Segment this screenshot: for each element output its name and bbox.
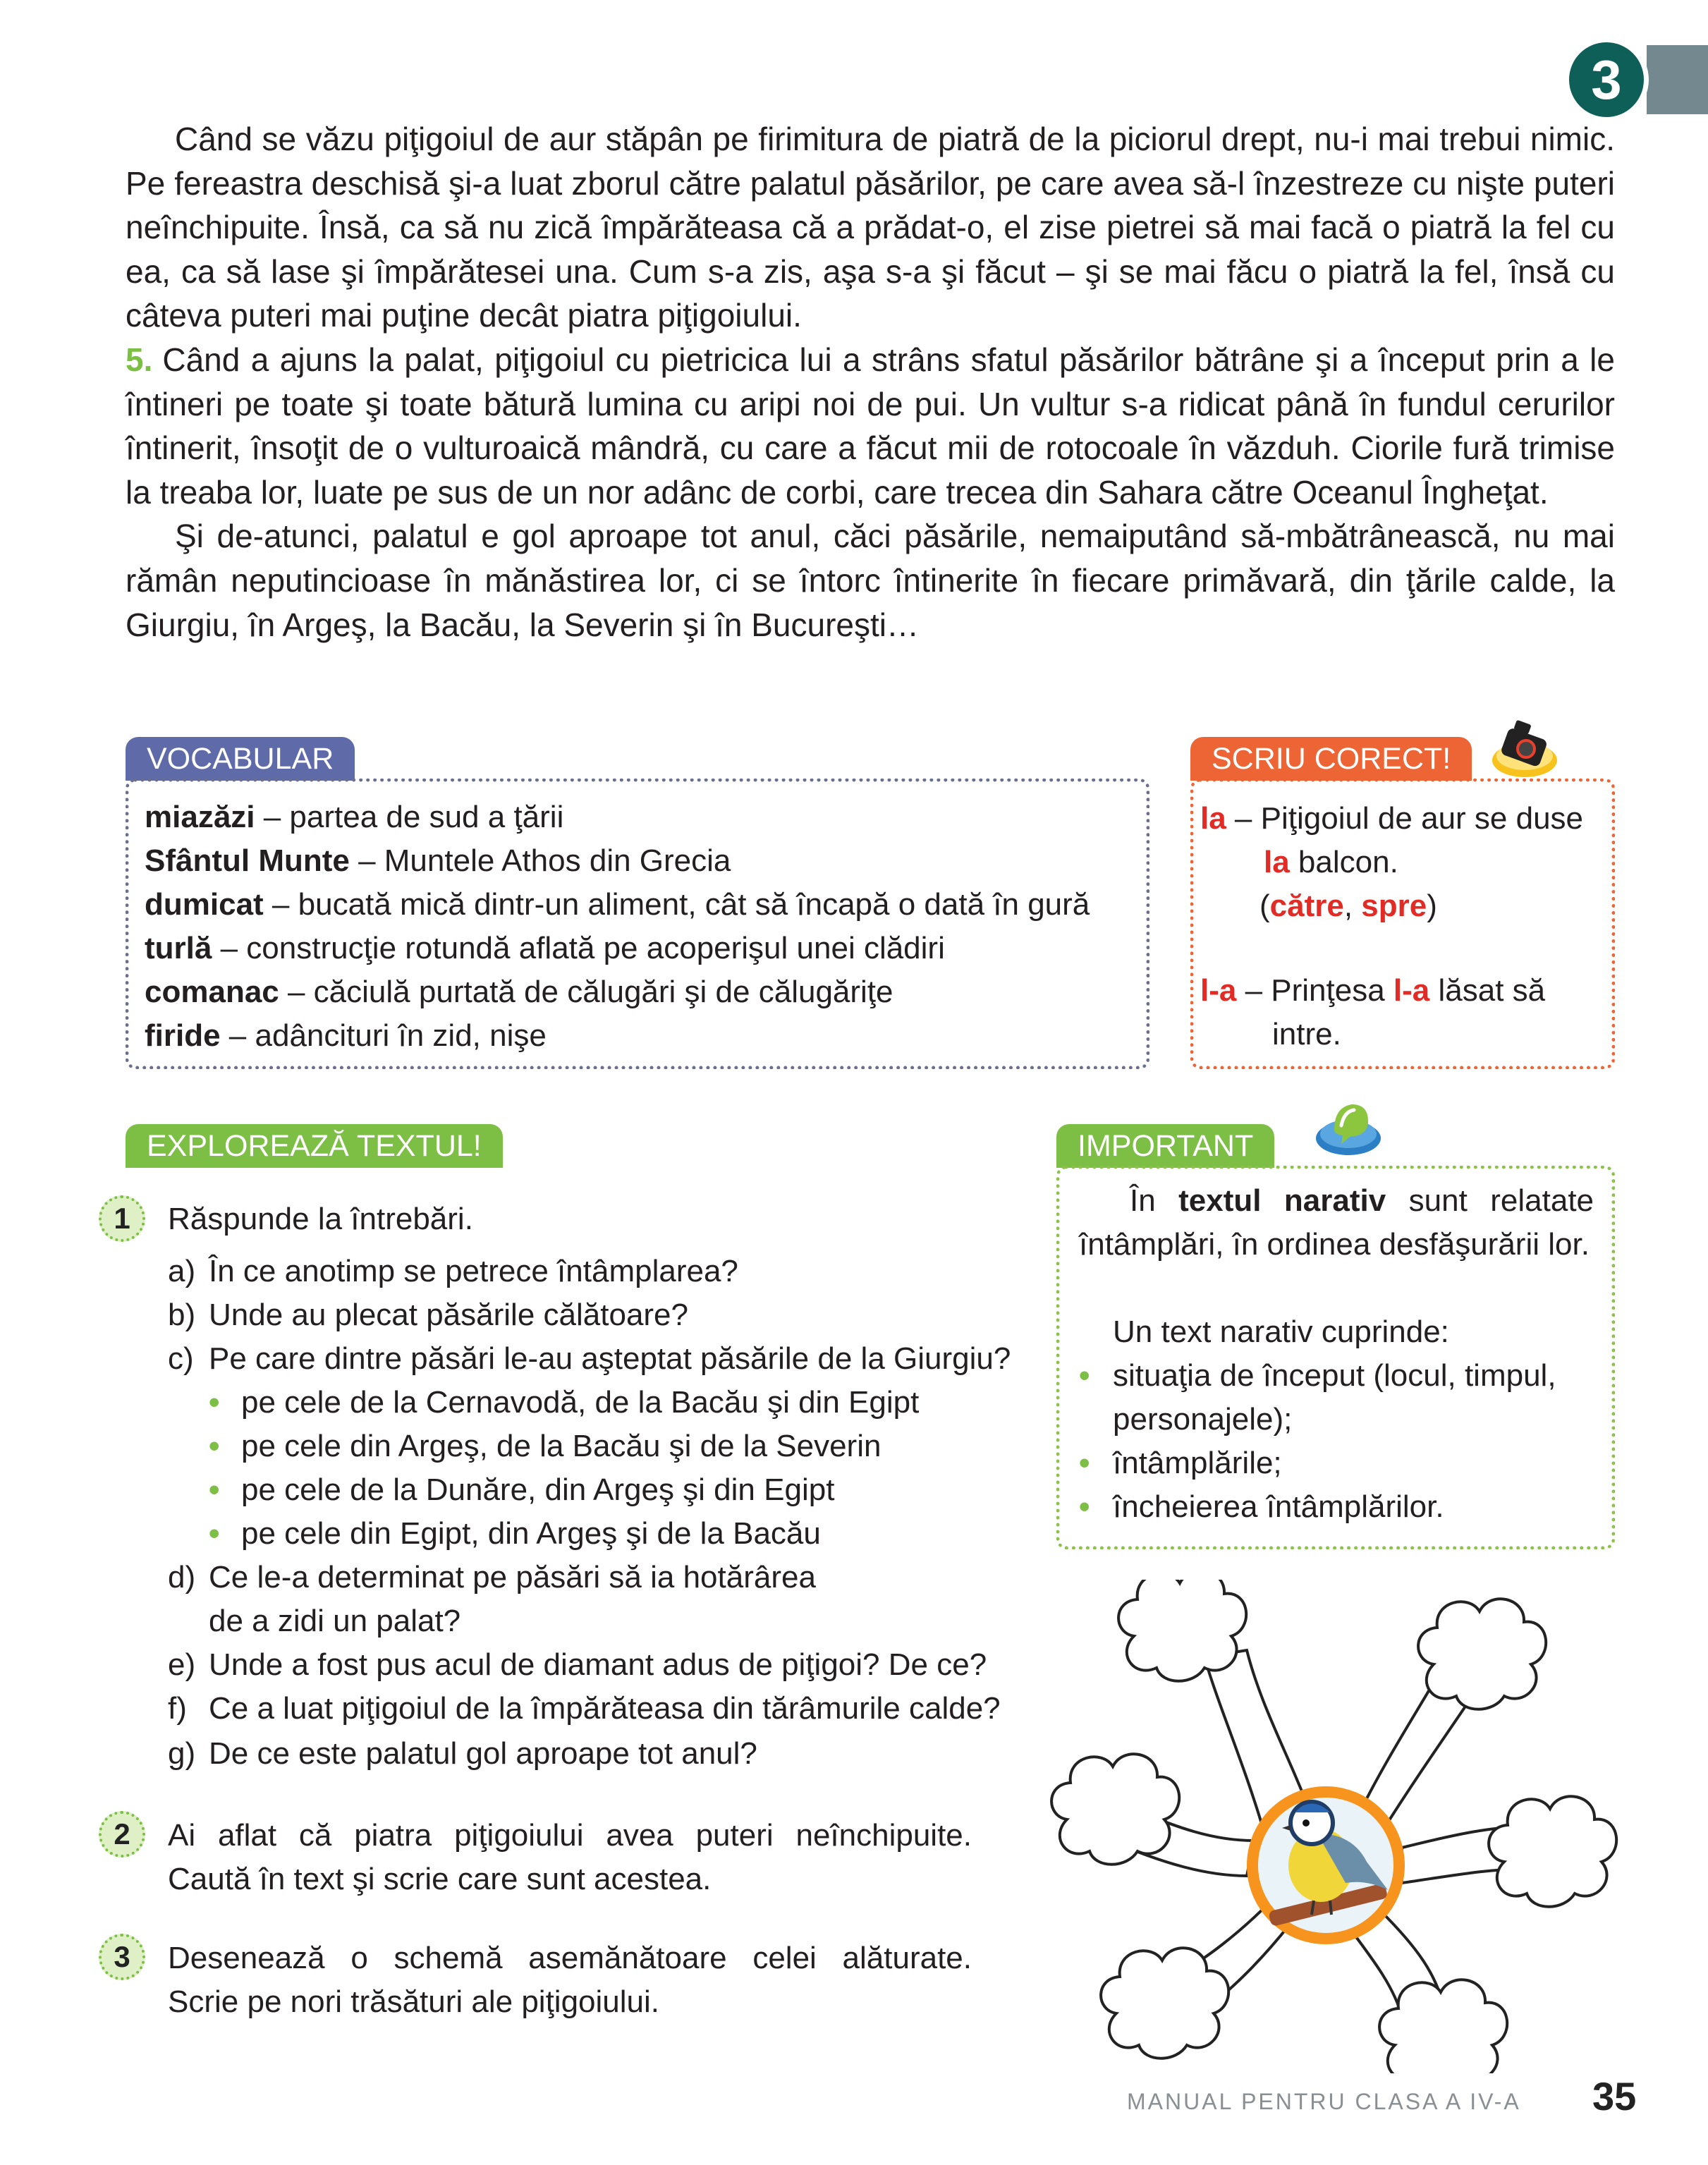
sub-letter: a) — [168, 1254, 196, 1288]
vocab-item — [145, 1014, 1090, 1058]
cloud-icon — [1489, 1796, 1616, 1907]
vocab-term: Sfântul Munte — [145, 843, 350, 878]
highlight-la: la — [1200, 801, 1226, 836]
option-item — [209, 1425, 881, 1468]
highlight-l-a: l-a — [1393, 973, 1430, 1008]
chapter-number: 3 — [1569, 42, 1644, 117]
option-item — [209, 1468, 834, 1512]
bullet: • — [209, 1429, 220, 1463]
scriu-line-la-cont — [1200, 841, 1609, 884]
option-item — [209, 1512, 821, 1556]
chapter-tab — [1569, 42, 1708, 117]
vocab-item — [145, 839, 1090, 883]
vocab-term: turlă — [145, 931, 212, 965]
vocab-term: firide — [145, 1018, 221, 1053]
sub-text: De ce este palatul gol aproape tot anul? — [209, 1736, 757, 1771]
option-item — [209, 1381, 919, 1425]
camera-icon — [1488, 711, 1562, 781]
vocab-term: comanac — [145, 975, 279, 1009]
highlight-la: la — [1264, 845, 1290, 879]
paren: ) — [1427, 889, 1437, 923]
sub-question-f — [168, 1687, 1001, 1731]
story-paragraph-2 — [126, 338, 1615, 514]
scriu-text: lăsat să — [1429, 973, 1546, 1008]
story-paragraph-2-text: Când a ajuns la palat, piţigoiul cu pietricica lui a strâns sfatul păsărilor bătrâne şi a început prin a le întineri pe toate şi toate bătură lumina cu aripi noi de pui. Un vultur s-a ridicat până în fundul cerurilor întinerit, însoţit de o vulturoaică mândră, cu care a făcut mii de rotocoale în văzduh. Ciorile fură trimise la treaba lor, luate pe sus de un nor adânc de corbi, care trecea din Sahara către Oceanul Îngheţat. — [126, 341, 1615, 511]
cloud-schema-diagram — [1035, 1580, 1621, 2073]
paragraph-number: 5. — [126, 341, 153, 378]
bullet: • — [209, 1385, 220, 1420]
bullet-text: încheierea întâmplărilor. — [1113, 1489, 1444, 1524]
scriu-corect-label: SCRIU CORECT! — [1190, 737, 1472, 781]
important-bullets — [1079, 1354, 1594, 1529]
comma: , — [1343, 889, 1362, 923]
option-text: pe cele de la Dunăre, din Argeş şi din Egipt — [241, 1472, 835, 1507]
important-bullet-item — [1079, 1485, 1594, 1529]
exploreaza-label: EXPLOREAZĂ TEXTUL! — [126, 1124, 503, 1168]
sub-letter: b) — [168, 1298, 196, 1332]
question-3-line-1: Desenează o schemă asemănătoare celei alăturate. — [168, 1941, 972, 1975]
cloud-icon — [1118, 1580, 1246, 1681]
question-2-line-2: Caută în text şi scrie care sunt acestea. — [168, 1862, 712, 1896]
vocab-item — [145, 927, 1090, 970]
bird-icon — [1247, 1786, 1405, 1944]
sub-letter: g) — [168, 1736, 196, 1771]
sub-question-c — [168, 1337, 1011, 1381]
question-1-text: Răspunde la întrebări. — [168, 1202, 473, 1236]
highlight-catre: către — [1269, 889, 1344, 923]
story-paragraph-3: Şi de-atunci, palatul e gol aproape tot anul, căci păsările, nemaiputând să-mbătrânească, nu mai rămân neputincioase în mănăstirea lor, ci se întorc întinerite în fiecare primăvară, din ţările calde, la Giurgiu, în Argeş, la Bacău, la Severin şi în Bucureşti… — [126, 518, 1615, 643]
question-number-3: 3 — [99, 1934, 145, 1980]
vocab-item — [145, 970, 1090, 1014]
option-text: pe cele din Argeş, de la Bacău şi de la Severin — [241, 1429, 882, 1463]
question-number-2: 2 — [99, 1811, 145, 1858]
sub-letter: c) — [168, 1341, 194, 1376]
sub-question-b — [168, 1293, 688, 1337]
sub-question-d-cont: de a zidi un palat? — [209, 1604, 461, 1638]
important-intro — [1079, 1179, 1594, 1267]
vocab-term: miazăzi — [145, 800, 255, 834]
bullet: • — [209, 1472, 220, 1507]
sub-text: Unde au plecat păsările călătoare? — [209, 1298, 689, 1332]
scriu-line-la — [1200, 797, 1609, 841]
sub-letter: e) — [168, 1647, 196, 1682]
vocab-definition: – căciulă purtată de călugări şi de călugăriţe — [279, 975, 893, 1009]
story-text — [126, 117, 1615, 647]
sub-letter: f) — [168, 1691, 187, 1726]
vocab-definition: – Muntele Athos din Grecia — [349, 843, 731, 878]
cloud-icon — [1418, 1599, 1546, 1709]
sub-text: Ce a luat piţigoiul de la împărăteasa din tărâmurile calde? — [209, 1691, 1001, 1726]
vocab-definition: – partea de sud a ţării — [255, 800, 564, 834]
sub-text: Ce le-a determinat pe păsări să ia hotărârea — [209, 1560, 816, 1594]
intro-text: sunt relatate întâmplări, în ordinea desfăşurării lor. — [1079, 1183, 1594, 1262]
scriu-text: balcon. — [1289, 845, 1398, 879]
vocab-definition: – bucată mică dintr-un aliment, cât să încapă o dată în gură — [263, 887, 1090, 922]
vocabular-label: VOCABULAR — [126, 737, 355, 781]
sub-question-a — [168, 1250, 738, 1293]
option-text: pe cele din Egipt, din Argeş şi de la Bacău — [241, 1516, 821, 1551]
chapter-tab-bar — [1647, 45, 1708, 114]
important-bullet-item — [1079, 1441, 1594, 1485]
vocab-item — [145, 795, 1090, 839]
scriu-text: – Prinţesa — [1236, 973, 1393, 1008]
important-cuprinde: Un text narativ cuprinde: — [1113, 1315, 1449, 1349]
footer-manual-title: MANUAL PENTRU CLASA A IV-A — [1127, 2089, 1521, 2114]
vocab-definition: – construcţie rotundă aflată pe acoperişul unei clădiri — [212, 931, 945, 965]
sub-question-g — [168, 1732, 757, 1776]
important-bullet-item — [1079, 1354, 1594, 1441]
sub-text: Unde a fost pus acul de diamant adus de piţigoi? De ce? — [209, 1647, 987, 1682]
vocab-definition: – adâncituri în zid, nişe — [220, 1018, 547, 1053]
vocabular-list — [145, 795, 1090, 1058]
intro-bold: textul narativ — [1178, 1183, 1386, 1218]
cloud-icon — [1051, 1754, 1179, 1865]
sub-text: Pe care dintre păsări le-au aşteptat păsările de la Giurgiu? — [209, 1341, 1011, 1376]
paren: ( — [1259, 889, 1270, 923]
important-label: IMPORTANT — [1056, 1124, 1274, 1168]
scriu-line-synonyms — [1200, 884, 1609, 928]
sub-text: În ce anotimp se petrece întâmplarea? — [209, 1254, 738, 1288]
story-paragraph-1: Când se văzu piţigoiul de aur stăpân pe firimitura de piatră de la piciorul drept, nu-i mai trebui nimic. Pe fereastra deschisă şi-a luat zborul către palatul păsărilor, pe care avea să-l înzestreze cu nişte puteri neînchipuite. Însă, ca să nu zică împărăteasa că a prădat-o, el zise pietrei să mai facă o piatră la fel cu ea, ca să lase şi împărătesei una. Cum s-a zis, aşa s-a şi făcut – şi se mai făcu o piatră la fel, însă cu câteva puteri mai puţine decât piatra piţigoiului. — [126, 121, 1615, 334]
question-number-1: 1 — [99, 1195, 145, 1242]
question-2-line-1: Ai aflat că piatra piţigoiului avea puteri neînchipuite. — [168, 1818, 972, 1853]
scriu-line-l-a — [1200, 969, 1609, 1013]
bullet: • — [1079, 1489, 1090, 1524]
highlight-l-a: l-a — [1200, 973, 1237, 1008]
question-3-line-2: Scrie pe nori trăsături ale piţigoiului. — [168, 1984, 660, 2019]
scriu-text: – Piţigoiul de aur se duse — [1226, 801, 1584, 836]
scriu-corect-content — [1200, 797, 1609, 1056]
option-text: pe cele de la Cernavodă, de la Bacău şi din Egipt — [241, 1385, 920, 1420]
bullet-text: întâmplările; — [1113, 1446, 1282, 1480]
bullet-text: situaţia de început (locul, timpul, personajele); — [1113, 1358, 1556, 1437]
scriu-text: intre. — [1272, 1017, 1341, 1051]
highlight-spre: spre — [1361, 889, 1427, 923]
sub-letter: d) — [168, 1560, 196, 1594]
sub-question-d — [168, 1556, 816, 1599]
bullet: • — [209, 1516, 220, 1551]
page-number: 35 — [1592, 2074, 1637, 2118]
sub-question-e — [168, 1643, 987, 1687]
bullet: • — [1079, 1446, 1090, 1480]
bullet: • — [1079, 1358, 1090, 1393]
vocab-term: dumicat — [145, 887, 264, 922]
intro-text: În — [1130, 1183, 1179, 1218]
vocab-item — [145, 883, 1090, 927]
speech-bubble-icon — [1313, 1094, 1384, 1159]
